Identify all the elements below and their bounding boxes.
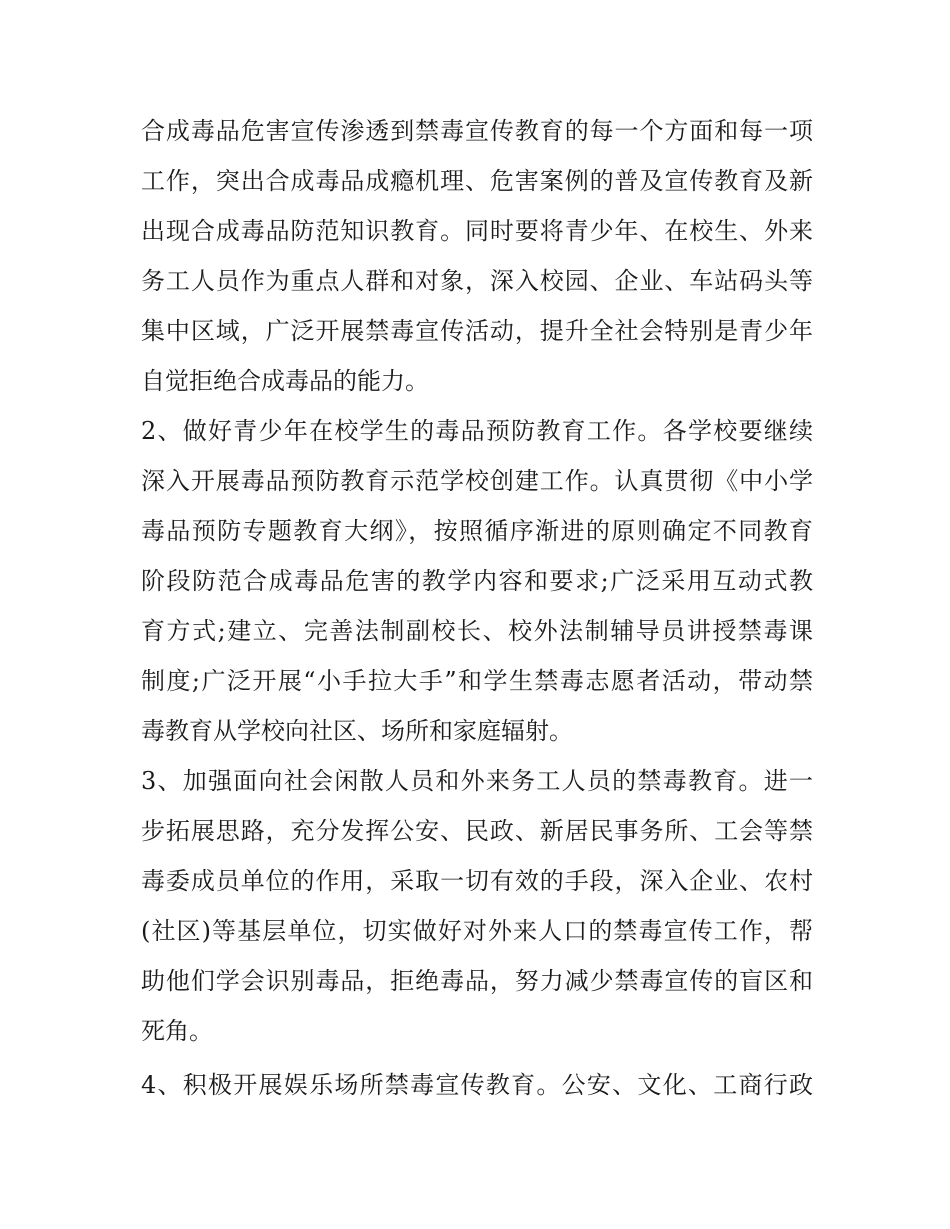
text-line: 育方式;建立、完善法制副校长、校外法制辅导员讲授禁毒课 [141, 617, 813, 645]
text-line: 3、加强面向社会闲散人员和外来务工人员的禁毒教育。进一 [141, 767, 813, 795]
text-line: 毒品预防专题教育大纲》，按照循序渐进的原则确定不同教育 [141, 517, 813, 545]
text-line: 合成毒品危害宣传渗透到禁毒宣传教育的每一个方面和每一项 [141, 117, 813, 145]
text-line: 死角。 [141, 1017, 213, 1045]
text-line: 毒委成员单位的作用，采取一切有效的手段，深入企业、农村 [141, 867, 813, 895]
text-line: 自觉拒绝合成毒品的能力。 [141, 367, 429, 395]
text-line: 2、做好青少年在校学生的毒品预防教育工作。各学校要继续 [141, 417, 813, 445]
document-body [141, 106, 813, 1110]
text-line: 助他们学会识别毒品，拒绝毒品，努力减少禁毒宣传的盲区和 [141, 967, 813, 995]
paragraph-2 [141, 406, 813, 756]
text-line: 出现合成毒品防范知识教育。同时要将青少年、在校生、外来 [141, 217, 813, 245]
text-line: 深入开展毒品预防教育示范学校创建工作。认真贯彻《中小学 [141, 467, 813, 495]
paragraph-4 [141, 1060, 813, 1110]
paragraph-1 [141, 106, 813, 406]
text-line: 4、积极开展娱乐场所禁毒宣传教育。公安、文化、工商行政 [141, 1071, 813, 1099]
text-line: 毒教育从学校向社区、场所和家庭辐射。 [141, 717, 573, 745]
text-line: 阶段防范合成毒品危害的教学内容和要求;广泛采用互动式教 [141, 567, 813, 595]
text-line: 务工人员作为重点人群和对象，深入校园、企业、车站码头等 [141, 267, 813, 295]
text-line: 工作，突出合成毒品成瘾机理、危害案例的普及宣传教育及新 [141, 167, 813, 195]
text-line: (社区)等基层单位，切实做好对外来人口的禁毒宣传工作，帮 [141, 917, 813, 945]
paragraph-3 [141, 756, 813, 1056]
text-line: 集中区域，广泛开展禁毒宣传活动，提升全社会特别是青少年 [141, 317, 813, 345]
text-line: 步拓展思路，充分发挥公安、民政、新居民事务所、工会等禁 [141, 817, 813, 845]
text-line: 制度;广泛开展“小手拉大手”和学生禁毒志愿者活动，带动禁 [141, 667, 813, 695]
